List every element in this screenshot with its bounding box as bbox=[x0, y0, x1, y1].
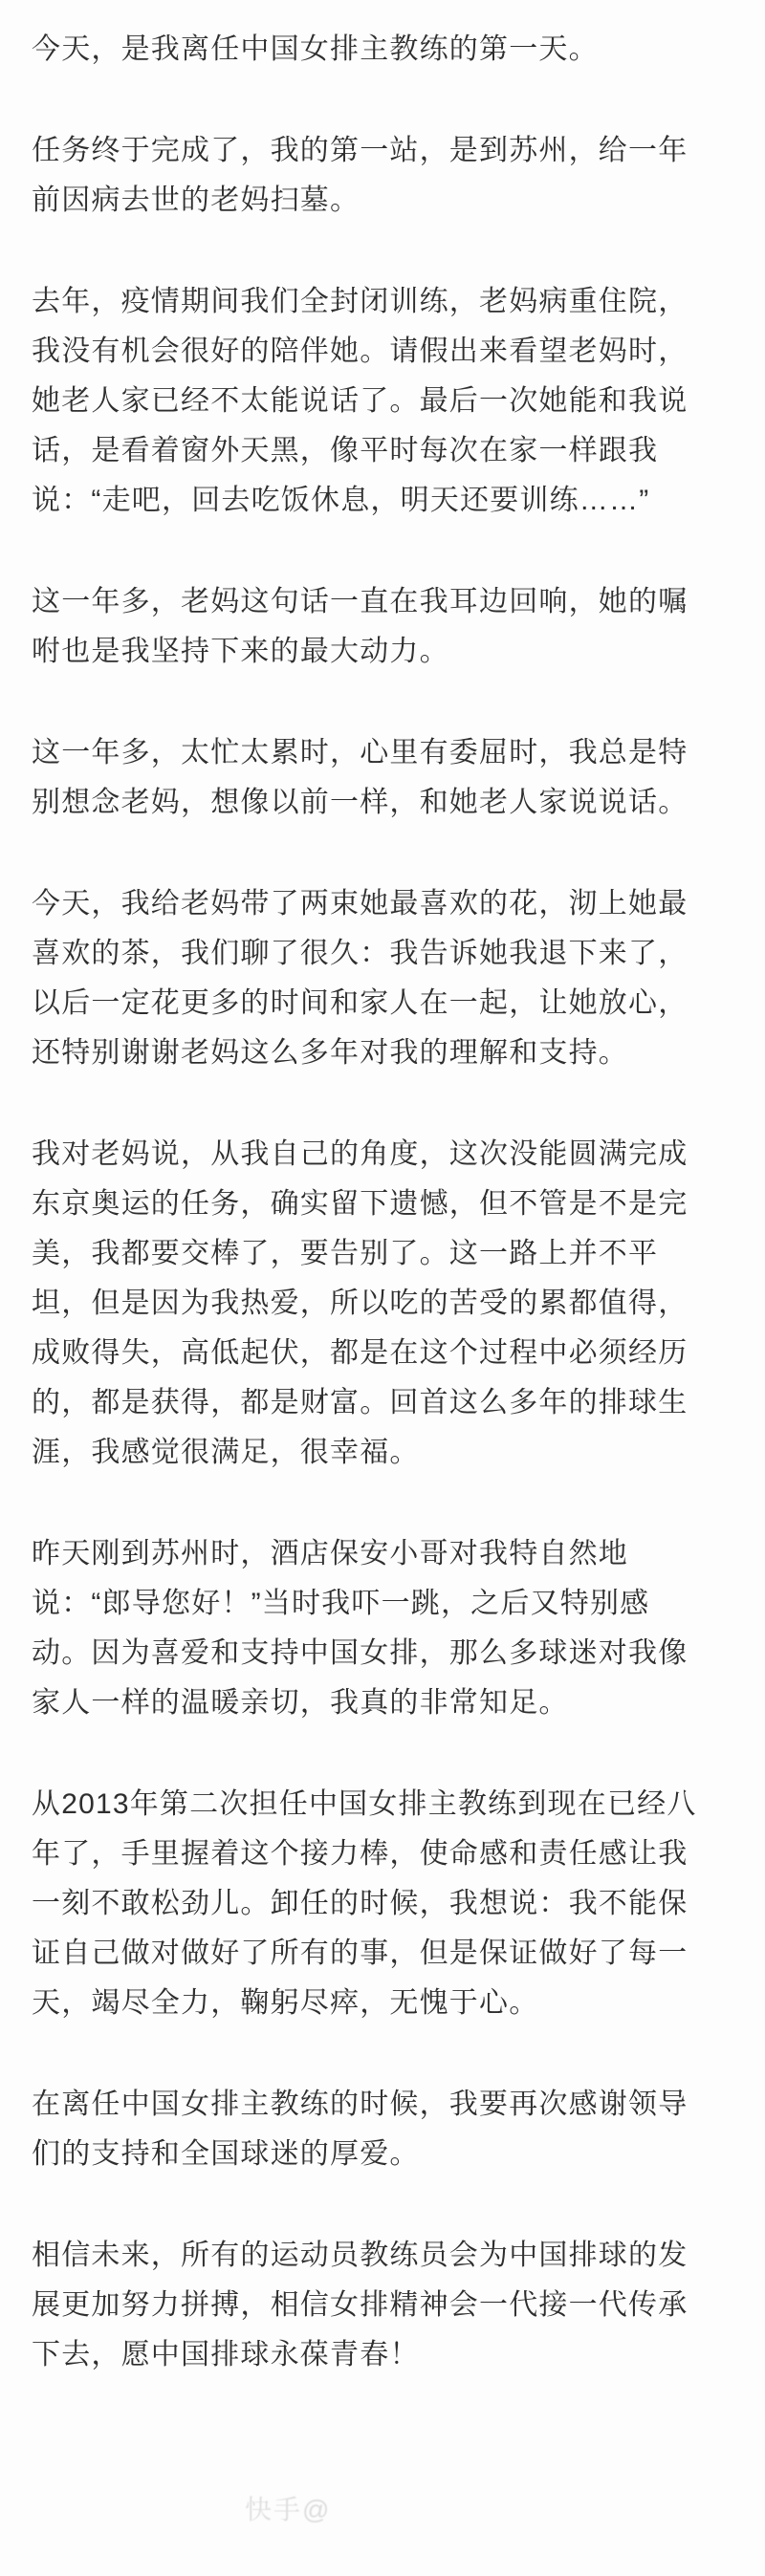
paragraph: 我对老妈说，从我自己的角度，这次没能圆满完成东京奥运的任务，确实留下遗憾，但不管是不是完美，我都要交棒了，要告别了。这一路上并不平坦，但是因为我热爱，所以吃的苦受的累都值得，成败得失，高低起伏，都是在这个过程中必须经历的，都是获得，都是财富。回首这么多年的排球生涯，我感觉很满足，很幸福。 bbox=[32, 1138, 688, 1468]
paragraph: 相信未来，所有的运动员教练员会为中国排球的发展更加努力拼搏，相信女排精神会一代接一代传承下去，愿中国排球永葆青春！ bbox=[32, 2240, 688, 2370]
paragraph: 从2013年第二次担任中国女排主教练到现在已经八年了，手里握着这个接力棒，使命感和责任感让我一刻不敢松劲儿。卸任的时候，我想说：我不能保证自己做对做好了所有的事，但是保证做好了每一天，竭尽全力，鞠躬尽瘁，无愧于心。 bbox=[32, 1788, 697, 2019]
paragraph: 去年，疫情期间我们全封闭训练，老妈病重住院，我没有机会很好的陪伴她。请假出来看望老妈时，她老人家已经不太能说话了。最后一次她能和我说话，是看着窗外天黑，像平时每次在家一样跟我说：“走吧，回去吃饭休息，明天还要训练……” bbox=[32, 286, 688, 516]
paragraph: 今天，我给老妈带了两束她最喜欢的花，沏上她最喜欢的茶，我们聊了很久：我告诉她我退下来了，以后一定花更多的时间和家人在一起，让她放心，还特别谢谢老妈这么多年对我的理解和支持。 bbox=[32, 888, 688, 1069]
paragraph: 这一年多，太忙太累时，心里有委屈时，我总是特别想念老妈，想像以前一样，和她老人家说说话。 bbox=[32, 737, 688, 818]
article-body bbox=[32, 25, 705, 2380]
paragraph: 任务终于完成了，我的第一站，是到苏州，给一年前因病去世的老妈扫墓。 bbox=[32, 135, 688, 216]
paragraph: 今天，是我离任中国女排主教练的第一天。 bbox=[32, 33, 599, 65]
paragraph: 在离任中国女排主教练的时候，我要再次感谢领导们的支持和全国球迷的厚爱。 bbox=[32, 2089, 688, 2170]
watermark: 快手@ bbox=[245, 2495, 332, 2524]
paragraph: 这一年多，老妈这句话一直在我耳边回响，她的嘱咐也是我坚持下来的最大动力。 bbox=[32, 586, 688, 667]
paragraph: 昨天刚到苏州时，酒店保安小哥对我特自然地说：“郎导您好！”当时我吓一跳，之后又特别感动。因为喜爱和支持中国女排，那么多球迷对我像家人一样的温暖亲切，我真的非常知足。 bbox=[32, 1538, 688, 1719]
